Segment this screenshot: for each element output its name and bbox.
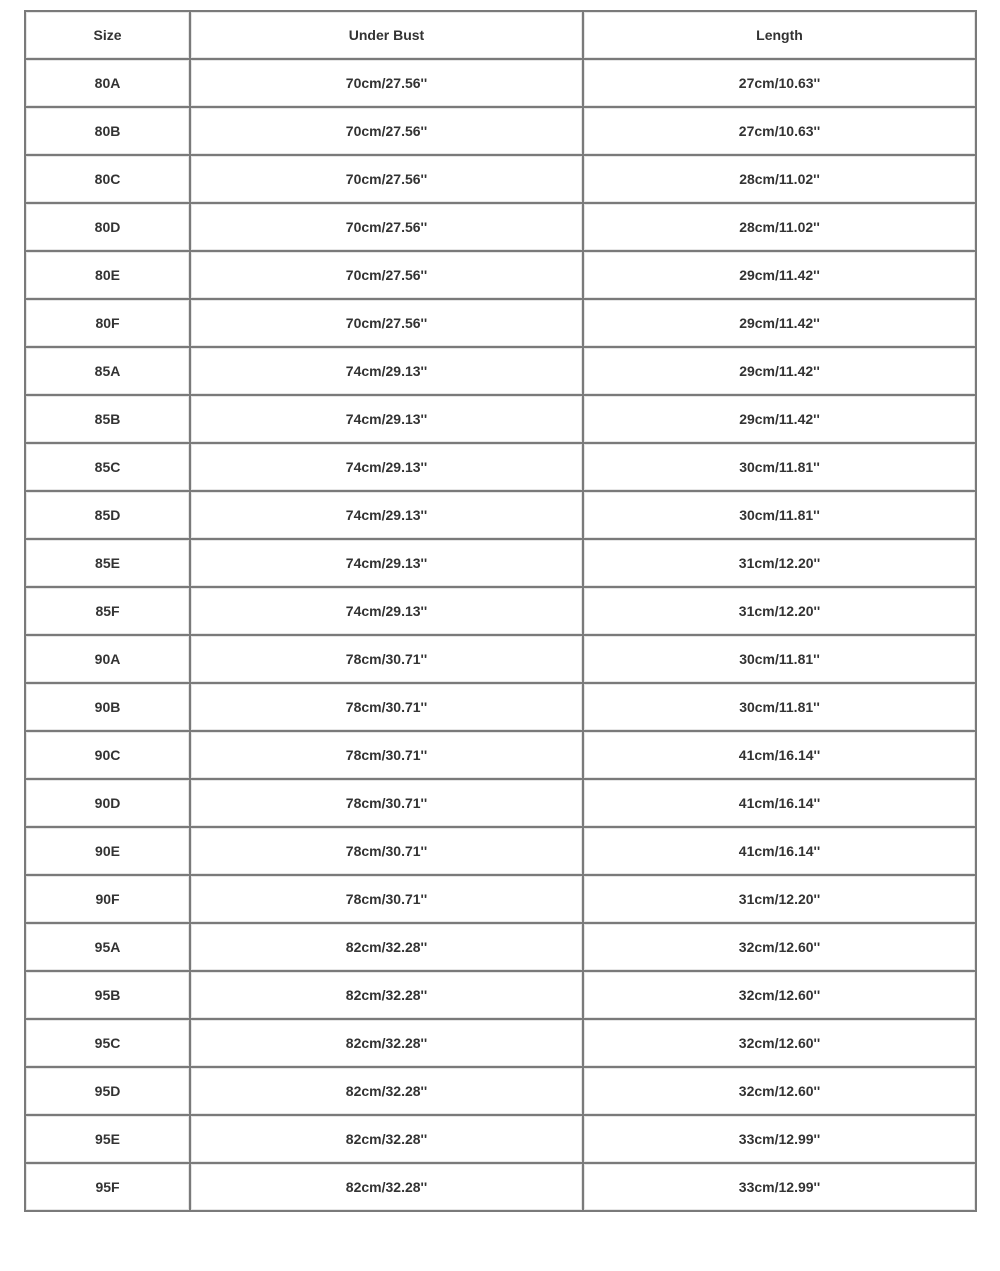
table-row (25, 1163, 976, 1211)
cell-under-bust: 74cm/29.13'' (190, 347, 583, 395)
table-row (25, 395, 976, 443)
cell-size: 85F (25, 587, 190, 635)
cell-under-bust: 70cm/27.56'' (190, 155, 583, 203)
cell-size: 90A (25, 635, 190, 683)
cell-length: 31cm/12.20'' (583, 539, 976, 587)
cell-under-bust: 82cm/32.28'' (190, 1163, 583, 1211)
cell-length: 29cm/11.42'' (583, 251, 976, 299)
table-row (25, 491, 976, 539)
table-row (25, 779, 976, 827)
cell-size: 80F (25, 299, 190, 347)
table-row (25, 683, 976, 731)
cell-length: 30cm/11.81'' (583, 683, 976, 731)
table-row (25, 923, 976, 971)
cell-size: 80B (25, 107, 190, 155)
cell-length: 28cm/11.02'' (583, 155, 976, 203)
cell-under-bust: 74cm/29.13'' (190, 539, 583, 587)
cell-under-bust: 78cm/30.71'' (190, 779, 583, 827)
header-size: Size (25, 11, 190, 59)
table-row (25, 1019, 976, 1067)
cell-length: 29cm/11.42'' (583, 395, 976, 443)
cell-length: 30cm/11.81'' (583, 491, 976, 539)
cell-length: 30cm/11.81'' (583, 443, 976, 491)
header-under-bust: Under Bust (190, 11, 583, 59)
table-row (25, 1115, 976, 1163)
cell-size: 80C (25, 155, 190, 203)
cell-length: 32cm/12.60'' (583, 1067, 976, 1115)
cell-size: 90B (25, 683, 190, 731)
table-body (25, 59, 976, 1211)
table-row (25, 827, 976, 875)
cell-length: 41cm/16.14'' (583, 731, 976, 779)
cell-under-bust: 78cm/30.71'' (190, 875, 583, 923)
cell-under-bust: 74cm/29.13'' (190, 443, 583, 491)
cell-length: 41cm/16.14'' (583, 779, 976, 827)
cell-under-bust: 78cm/30.71'' (190, 635, 583, 683)
table-row (25, 107, 976, 155)
cell-length: 31cm/12.20'' (583, 587, 976, 635)
cell-size: 95F (25, 1163, 190, 1211)
cell-size: 85C (25, 443, 190, 491)
cell-length: 32cm/12.60'' (583, 923, 976, 971)
table-row (25, 203, 976, 251)
cell-under-bust: 74cm/29.13'' (190, 491, 583, 539)
table-row (25, 587, 976, 635)
cell-size: 90D (25, 779, 190, 827)
cell-size: 95B (25, 971, 190, 1019)
table-row (25, 251, 976, 299)
cell-length: 27cm/10.63'' (583, 59, 976, 107)
table-row (25, 59, 976, 107)
table-row (25, 155, 976, 203)
cell-size: 85B (25, 395, 190, 443)
cell-length: 27cm/10.63'' (583, 107, 976, 155)
table-row (25, 971, 976, 1019)
cell-size: 95D (25, 1067, 190, 1115)
table-row (25, 731, 976, 779)
cell-under-bust: 82cm/32.28'' (190, 923, 583, 971)
cell-size: 80E (25, 251, 190, 299)
cell-under-bust: 78cm/30.71'' (190, 827, 583, 875)
table-row (25, 443, 976, 491)
cell-length: 28cm/11.02'' (583, 203, 976, 251)
cell-under-bust: 82cm/32.28'' (190, 1019, 583, 1067)
cell-size: 95E (25, 1115, 190, 1163)
cell-under-bust: 78cm/30.71'' (190, 731, 583, 779)
cell-length: 29cm/11.42'' (583, 347, 976, 395)
cell-size: 85E (25, 539, 190, 587)
cell-size: 90F (25, 875, 190, 923)
cell-length: 30cm/11.81'' (583, 635, 976, 683)
cell-under-bust: 70cm/27.56'' (190, 107, 583, 155)
table-row (25, 299, 976, 347)
cell-length: 31cm/12.20'' (583, 875, 976, 923)
cell-length: 32cm/12.60'' (583, 1019, 976, 1067)
cell-size: 85A (25, 347, 190, 395)
cell-length: 33cm/12.99'' (583, 1115, 976, 1163)
cell-length: 32cm/12.60'' (583, 971, 976, 1019)
table-header (25, 11, 976, 59)
cell-under-bust: 74cm/29.13'' (190, 395, 583, 443)
cell-under-bust: 78cm/30.71'' (190, 683, 583, 731)
cell-under-bust: 74cm/29.13'' (190, 587, 583, 635)
table-row (25, 635, 976, 683)
cell-size: 95A (25, 923, 190, 971)
cell-size: 95C (25, 1019, 190, 1067)
cell-size: 85D (25, 491, 190, 539)
table-row (25, 1067, 976, 1115)
size-chart-table (24, 10, 977, 1212)
table-row (25, 875, 976, 923)
cell-under-bust: 70cm/27.56'' (190, 299, 583, 347)
cell-length: 41cm/16.14'' (583, 827, 976, 875)
cell-under-bust: 82cm/32.28'' (190, 1067, 583, 1115)
cell-under-bust: 70cm/27.56'' (190, 203, 583, 251)
cell-length: 33cm/12.99'' (583, 1163, 976, 1211)
table-row (25, 347, 976, 395)
cell-under-bust: 82cm/32.28'' (190, 1115, 583, 1163)
header-row (25, 11, 976, 59)
cell-size: 80A (25, 59, 190, 107)
table-row (25, 539, 976, 587)
cell-under-bust: 70cm/27.56'' (190, 251, 583, 299)
cell-under-bust: 82cm/32.28'' (190, 971, 583, 1019)
cell-length: 29cm/11.42'' (583, 299, 976, 347)
cell-size: 90E (25, 827, 190, 875)
cell-size: 80D (25, 203, 190, 251)
cell-under-bust: 70cm/27.56'' (190, 59, 583, 107)
header-length: Length (583, 11, 976, 59)
cell-size: 90C (25, 731, 190, 779)
